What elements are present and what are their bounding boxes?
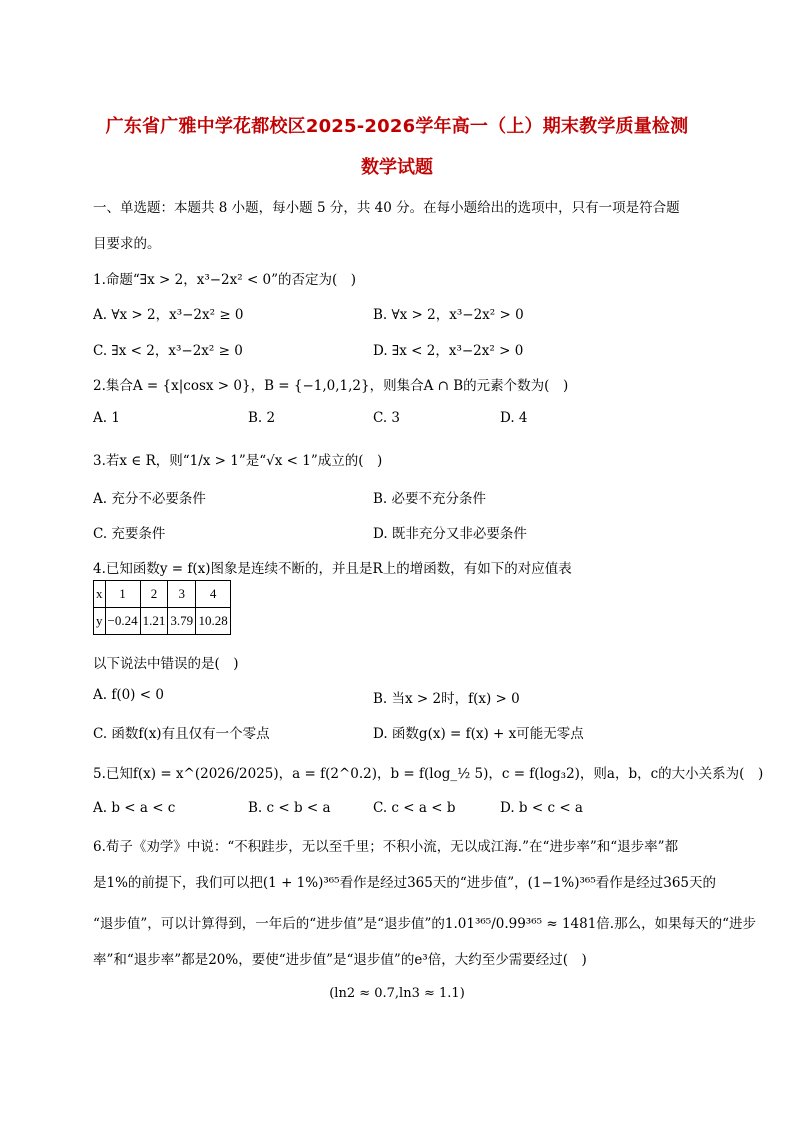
question-4-stem: 4.已知函数y = f(x)图象是连续不断的，并且是R上的增函数，有如下的对应值表 (93, 561, 572, 577)
table-cell: x (94, 581, 106, 608)
question-4-prompt: 以下说法中错误的是( ) (93, 656, 239, 672)
question-1-option-c: C. ∃x < 2，x³−2x² ≥ 0 (93, 343, 243, 359)
question-1-option-d: D. ∃x < 2，x³−2x² > 0 (373, 343, 524, 359)
question-2-option-b: B. 2 (248, 410, 276, 426)
question-3-option-b: B. 必要不充分条件 (373, 491, 487, 507)
section-instructions-line2: 目要求的。 (93, 236, 161, 252)
question-6-line3: “退步值”，可以计算得到，一年后的“进步值”是“退步值”的1.01³⁶⁵/0.99³⁶⁵ ≈ 1481倍.那么，如果每天的“进步 (93, 916, 756, 932)
question-1-stem: 1.命题“∃x > 2，x³−2x² < 0”的否定为( ) (93, 272, 357, 288)
question-4-option-c: C. 函数f(x)有且仅有一个零点 (93, 726, 270, 742)
question-6-hint: (ln2 ≈ 0.7,ln3 ≈ 1.1) (329, 986, 465, 1001)
question-5-option-c: C. c < a < b (373, 800, 456, 816)
question-5-option-a: A. b < a < c (93, 800, 176, 816)
section-instructions-line1: 一、单选题：本题共 8 小题，每小题 5 分，共 40 分。在每小题给出的选项中，只有一项是符合题 (93, 200, 680, 216)
question-1-option-a: A. ∀x > 2，x³−2x² ≥ 0 (93, 307, 244, 323)
question-2-option-c: C. 3 (373, 410, 401, 426)
question-2-stem: 2.集合A = {x|cosx > 0}，B = {−1,0,1,2}，则集合A ∩ B的元素个数为( ) (93, 378, 569, 394)
question-2-option-a: A. 1 (93, 410, 120, 426)
table-row (94, 608, 231, 635)
question-6-line1: 6.荀子《劝学》中说：“不积跬步，无以至千里；不积小流，无以成江海.”在“进步率”和“退步率”都 (93, 839, 679, 855)
table-cell: 1 (105, 581, 140, 608)
question-3-option-c: C. 充要条件 (93, 526, 166, 542)
question-6-line4: 率”和“退步率”都是20%，要使“进步值”是“退步值”的e³倍，大约至少需要经过( ) (93, 952, 587, 968)
table-cell: 2 (140, 581, 168, 608)
table-cell: −0.24 (105, 608, 140, 635)
question-4-value-table (93, 580, 231, 635)
table-cell: 3 (168, 581, 196, 608)
question-5-option-d: D. b < c < a (500, 800, 583, 816)
table-cell: 4 (196, 581, 231, 608)
table-row (94, 581, 231, 608)
table-cell: y (94, 608, 106, 635)
question-5-option-b: B. c < b < a (248, 800, 331, 816)
table-cell: 10.28 (196, 608, 231, 635)
table-cell: 1.21 (140, 608, 168, 635)
question-3-option-d: D. 既非充分又非必要条件 (373, 526, 527, 542)
question-5-stem: 5.已知f(x) = x^(2026/2025)，a = f(2^0.2)，b = f(log_½ 5)，c = f(log₃2)，则a，b，c的大小关系为( ) (93, 766, 764, 782)
question-4-option-d: D. 函数g(x) = f(x) + x可能无零点 (373, 726, 584, 742)
question-2-option-d: D. 4 (500, 410, 528, 426)
exam-title: 广东省广雅中学花都校区2025-2026学年高一（上）期末教学质量检测 (105, 116, 689, 137)
question-6-line2: 是1%的前提下，我们可以把(1 + 1%)³⁶⁵看作是经过365天的“进步值”，(1−1%)³⁶⁵看作是经过365天的 (93, 875, 717, 891)
table-cell: 3.79 (168, 608, 196, 635)
question-3-option-a: A. 充分不必要条件 (93, 491, 206, 507)
question-3-stem: 3.若x ∈ R，则“1/x > 1”是“√x < 1”成立的( ) (93, 453, 383, 469)
exam-subtitle: 数学试题 (361, 157, 433, 178)
question-4-option-a: A. f(0) < 0 (93, 687, 164, 703)
question-1-option-b: B. ∀x > 2，x³−2x² > 0 (373, 307, 524, 323)
question-4-option-b: B. 当x > 2时，f(x) > 0 (373, 691, 520, 707)
